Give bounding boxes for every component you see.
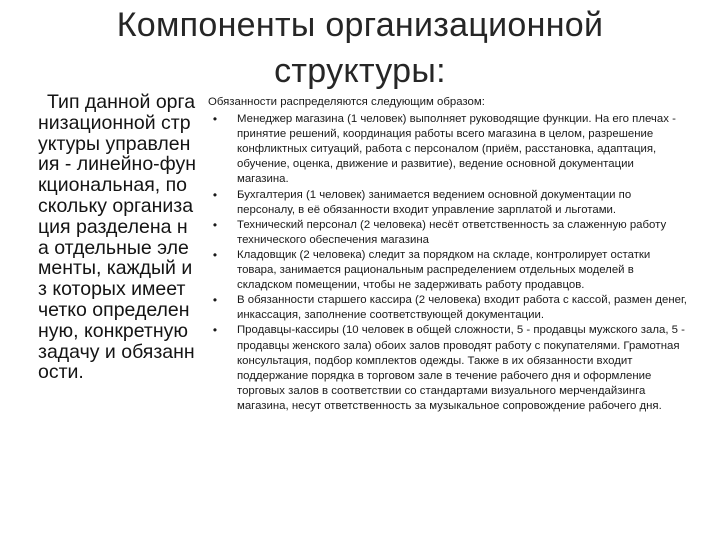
list-item: [208, 323, 688, 414]
list-item-text: Продавцы-кассиры (10 человек в общей сложности, 5 - продавцы мужского зала, 5 - продавцы женского зала) обоих залов проводят работу с покупателями. Грамотная консультация, подбор комплектов одежды. Также в их обязанности входит поддержание порядка в торговом зале в течение рабочего дня и оформление торговых залов в соответствии со стандартами визуального мерчендайзинга магазина, несут ответственность за музыкальное сопровождение рабочего дня.: [237, 324, 685, 412]
slide-title: [60, 2, 660, 94]
structure-type-paragraph: Тип данной организационной структуры управления - линейно-функциональная, поскольку организация разделена на отдельные элементы, каждый из которых имеет четко определенную, конкретную задачу и обязанности.: [38, 91, 197, 384]
bullet-icon: •: [212, 247, 218, 262]
title-line-2: структуры:: [274, 52, 446, 90]
duties-list: [208, 112, 688, 414]
list-item: [208, 218, 688, 248]
bullet-icon: •: [212, 112, 218, 127]
list-item-text: Кладовщик (2 человека) следит за порядком на складе, контролирует остатки товара, занимается рациональным распределением отдельных моделей в складском помещении, чтобы не задерживать работу продавцов.: [237, 248, 651, 292]
list-item-text: Бухгалтерия (1 человек) занимается ведением основной документации по персоналу, в её обязанности входит управление зарплатой и льготами.: [237, 188, 632, 216]
list-item: [208, 188, 688, 218]
list-item-text: Технический персонал (2 человека) несёт ответственность за слаженную работу технического обеспечения магазина: [237, 218, 667, 246]
list-item-text: Менеджер магазина (1 человек) выполняет руководящие функции. На его плечах - принятие решений, координация работы всего магазина в целом, разрешение конфликтных ситуаций, работа с персоналом (приём, расстановка, адаптация, обучение, оценка, движение и развитие), ведение основной документации магазина.: [237, 113, 676, 186]
bullet-icon: •: [212, 217, 218, 232]
duties-intro: Обязанности распределяются следующим образом:: [208, 96, 485, 108]
title-line-1: Компоненты организационной: [116, 6, 604, 44]
bullet-icon: •: [212, 187, 218, 202]
bullet-icon: •: [212, 293, 218, 308]
left-text-block: [38, 92, 196, 383]
list-item: [208, 112, 688, 187]
bullet-icon: •: [212, 323, 218, 338]
duties-block: [208, 95, 688, 414]
list-item: [208, 293, 688, 323]
list-item: [208, 248, 688, 293]
list-item-text: В обязанности старшего кассира (2 человека) входит работа с кассой, размен денег, инкассация, заполнение соответствующей документации.: [237, 294, 687, 322]
